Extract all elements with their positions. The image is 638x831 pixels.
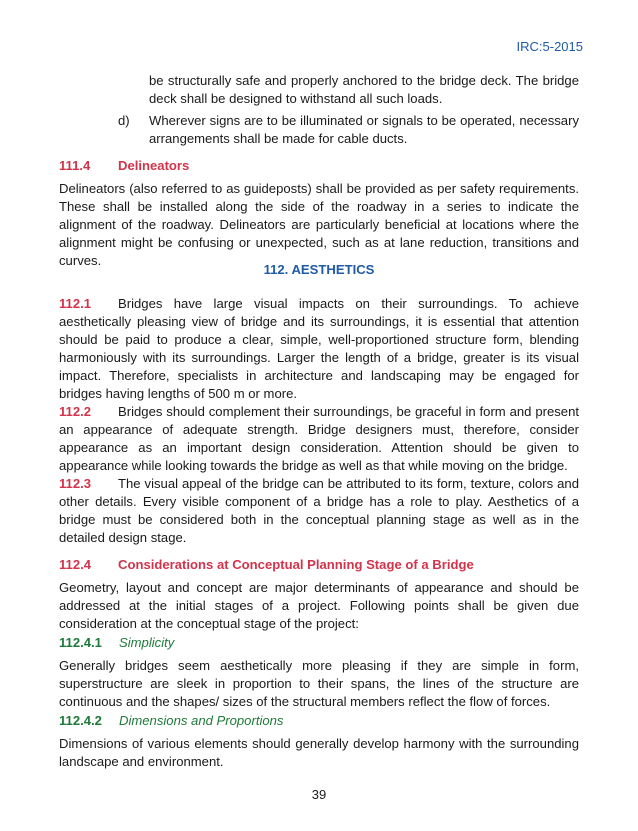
heading-title: Delineators: [118, 158, 190, 173]
heading-112-4-1: [59, 634, 174, 652]
list-item-d-text: Wherever signs are to be illuminated or signals to be operated, necessary arrangements shall be made for cable ducts.: [149, 113, 579, 146]
heading-112-4: [59, 556, 474, 574]
clause-number: 112.2: [59, 404, 92, 419]
paragraph-111-4: Delineators (also referred to as guideposts) shall be provided as per safety requirements. These shall be installed along the side of the roadway in a series to indicate the alignment of the roadway. Delineators are particularly beneficial at locations where the alignment might be confusing or unexpected, such as at lane reduction, transitions and curves.: [59, 181, 579, 268]
clause-number: 112.1: [59, 296, 92, 311]
clause-text: Bridges should complement their surroundings, be graceful in form and present an appearance of adequate strength. Bridge designers must, therefore, consider appearance as an important design consideration. Attention should be given to appearance while looking towards the bridge as well as that while moving on the bridge.: [59, 404, 579, 473]
paragraph-112-3: [59, 475, 579, 547]
paragraph-112-4-1: Generally bridges seem aesthetically more pleasing if they are simple in form, superstructure are sleek in proportion to their spans, the lines of the structure are continuous and the shapes/ sizes of the structural members reflect the flow of forces.: [59, 658, 579, 709]
clause-text: The visual appeal of the bridge can be attributed to its form, texture, colors and other details. Every visible component of a bridge has a role to play. Aesthetics of a bridge must be considered both in the conceptual planning stage as well as in the detailed design stage.: [59, 476, 579, 545]
heading-111-4: [59, 157, 189, 175]
continuation-paragraph: be structurally safe and properly anchored to the bridge deck. The bridge deck shall be designed to withstand all such loads.: [149, 73, 579, 106]
list-marker-d: d): [118, 113, 130, 128]
heading-title: Dimensions and Proportions: [119, 713, 284, 728]
heading-number: 111.4: [59, 158, 91, 173]
page-number: 39: [311, 787, 327, 802]
paragraph-112-4: Geometry, layout and concept are major determinants of appearance and should be addressed at the initial stages of a project. Following points shall be given due consideration at the conceptual stage of the project:: [59, 580, 579, 631]
section-title-aesthetics: 112. AESTHETICS: [263, 262, 375, 277]
heading-number: 112.4: [59, 557, 92, 572]
heading-number: 112.4.2: [59, 713, 102, 728]
heading-number: 112.4.1: [59, 635, 102, 650]
clause-text: Bridges have large visual impacts on their surroundings. To achieve aesthetically pleasing view of bridge and its surroundings, it is essential that attention should be paid to produce a clear, simple, well-proportioned structure form, blending harmoniously with its surroundings. Larger the length of a bridge, greater is its visual impact. Therefore, specialists in architecture and landscaping may be engaged for bridges having lengths of 500 m or more.: [59, 296, 579, 401]
heading-title: Simplicity: [119, 635, 175, 650]
heading-112-4-2: [59, 712, 283, 730]
clause-number: 112.3: [59, 476, 92, 491]
paragraph-112-1: [59, 295, 579, 403]
paragraph-112-4-2: Dimensions of various elements should generally develop harmony with the surrounding landscape and environment.: [59, 736, 579, 769]
document-code-header: IRC:5-2015: [516, 39, 583, 54]
heading-title: Considerations at Conceptual Planning Stage of a Bridge: [118, 557, 474, 572]
paragraph-112-2: [59, 403, 579, 475]
